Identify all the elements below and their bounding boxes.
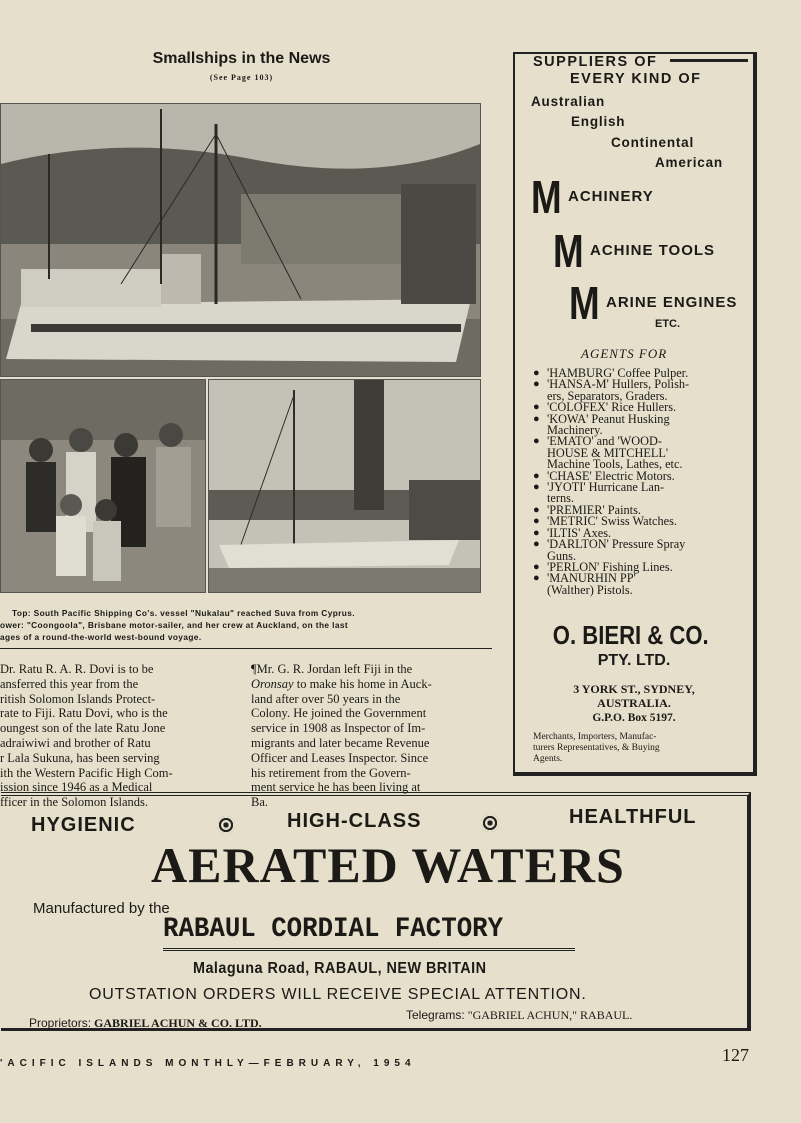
bullet: ● [533,481,540,494]
word-healthful: HEALTHFUL [569,806,697,828]
headline-aerated-waters: AERATED WATERS [151,837,625,893]
address-line-1: 3 YORK ST., SYDNEY, [573,682,695,696]
product-item: ● 'DARLTON' Pressure Spray Guns. [533,537,686,563]
word-high-class: HIGH-CLASS [287,810,422,832]
outstation-orders: OUTSTATION ORDERS WILL RECEIVE SPECIAL ATTENTION. [89,986,587,1003]
text-line: migrants and later became Revenue [251,735,430,750]
product-item: ● 'KOWA' Peanut Husking Machinery. [533,411,670,438]
address-line-2: AUSTRALIA. [597,696,671,710]
bullet: ● [533,401,540,414]
country-english: English [571,114,626,129]
photo-caption [0,607,495,643]
factory-rule [163,948,575,951]
bullet: ● [533,560,540,573]
suppliers-rule [670,59,748,62]
article-subtitle: (See Page 103) [209,73,274,82]
bieri-advertisement [513,52,757,776]
text-line: ansferred this year from the [0,676,139,691]
boat-illustration [209,380,480,592]
merchants-text [533,732,738,765]
footer-masthead: 'ACIFIC ISLANDS MONTHLY—FEBRUARY, 1954 [0,1058,416,1069]
product-item: ● 'HAMBURG' Coffee Pulper. [533,366,689,380]
product-item: ● 'CHASE' Electric Motors. [533,468,675,483]
manufactured-by: Manufactured by the [33,900,170,917]
m-letter-marine-engines: M [569,277,600,329]
product-item: ● 'MANURHIN PP' (Walther) Pistols. [533,571,636,597]
bullet: ● [533,538,540,551]
text-line: Colony. He joined the Government [251,706,427,721]
caption-line: ages of a round-the-world west-bound voyage. [0,632,202,642]
merch-line: turers Representatives, & Buying [533,743,660,753]
suppliers-line-2: EVERY KIND OF [570,71,702,87]
text-line: adraiwiwi and brother of Ratu [0,735,151,750]
text-line: fficer in the Solomon Islands. [0,795,149,810]
caption-rule [0,648,492,649]
bullet: ● [533,378,540,391]
bullet: ● [533,469,540,482]
target-icon [217,816,235,834]
text-line: ¶Mr. G. R. Jordan left Fiji in the [251,662,413,676]
text-line: land after over 50 years in the [251,691,401,706]
product-item: ● 'HANSA-M' Hullers, Polish- ers, Separators, Graders. [533,377,690,403]
text-line: ritish Solomon Islands Protect- [0,691,156,706]
m-word-machine-tools: ACHINE TOOLS [590,242,716,259]
boat-photo-coongoola [208,379,481,593]
gpo-box: G.P.O. Box 5197. [592,712,676,724]
proprietors-line [29,1016,262,1031]
text-line: Ba. [251,795,269,810]
page-number: 127 [722,1045,749,1065]
news-item-dovi [0,662,230,810]
bullet: ● [533,367,540,379]
telegrams-label: Telegrams: [406,1008,465,1022]
country-australian: Australian [531,94,606,109]
caption-line: ower: "Coongoola", Brisbane motor-sailer, and her crew at Auckland, on the last [0,620,349,630]
suppliers-line-1: SUPPLIERS OF [533,54,658,70]
crew-photo-coongoola [0,379,206,593]
etc-label: ETC. [655,318,681,330]
product-item: ● 'EMATO' and 'WOOD- HOUSE & MITCHELL' Machine Tools, Lathes, etc. [533,434,683,472]
product-item: ● 'PREMIER' Paints. [533,502,641,517]
factory-name: RABAUL CORDIAL FACTORY [163,914,504,945]
text-line: his retirement from the Govern- [251,765,411,780]
merch-line: Agents. [533,754,563,764]
text-line: Dr. Ratu R. A. R. Dovi is to be [0,662,154,676]
caption-line: Top: South Pacific Shipping Co's. vessel "Nukalau" reached Suva from Cyprus. [12,608,355,618]
bullet: ● [533,526,540,539]
bullet: ● [533,412,540,425]
text-line: Officer and Leases Inspector. Since [251,750,429,765]
bullet: ● [533,572,540,585]
word-hygienic: HYGIENIC [31,814,136,836]
product-item: ● 'METRIC' Swiss Watches. [533,514,677,529]
product-item: ● 'COLOFEX' Rice Hullers. [533,400,677,415]
factory-address: Malaguna Road, RABAUL, NEW BRITAIN [193,960,487,977]
text-line: ission since 1946 as a Medical [0,780,153,795]
telegrams-address: "GABRIEL ACHUN," RABAUL. [467,1008,633,1022]
text-line: service in 1908 as Inspector of Im- [251,721,426,736]
company-pty: PTY. LTD. [597,652,671,669]
merch-line: Merchants, Importers, Manufac- [533,732,657,742]
proprietors-label: Proprietors: [29,1016,92,1030]
product-item: ● 'PERLON' Fishing Lines. [533,559,673,574]
text-line: rate to Fiji. Ratu Dovi, who is the [0,706,168,721]
ship-name: Oronsay [251,676,294,691]
m-letter-machine-tools: M [553,225,584,277]
product-list [533,368,733,596]
proprietors-name: GABRIEL ACHUN & CO. LTD. [94,1016,262,1030]
rabaul-cordial-advertisement [1,792,751,1031]
news-item-jordan [251,662,493,810]
text-line: oungest son of the late Ratu Jone [0,721,166,736]
product-item: ● 'ILTIS' Axes. [533,525,612,540]
text-line: r Lala Sukuna, has been serving [0,750,160,765]
m-word-machinery: ACHINERY [568,188,654,205]
text-line: ment service he has been living at [251,780,421,795]
country-american: American [655,155,723,170]
bullet: ● [533,515,540,528]
company-name: O. BIERI & CO. [552,620,709,650]
ship-illustration [1,104,480,376]
text-line: ith the Western Pacific High Com- [0,765,173,780]
country-continental: Continental [611,135,695,150]
m-word-marine-engines: ARINE ENGINES [606,294,738,311]
m-letter-machinery: M [531,171,562,223]
telegrams-line [406,1008,632,1023]
bullet: ● [533,503,540,516]
article-title: Smallships in the News [152,50,331,67]
product-item: ● 'JYOTI' Hurricane Lan- terns. [533,480,665,506]
ship-photo-nukalau [0,103,481,377]
text-line: Oronsay to make his home in Auck- [251,676,432,691]
target-icon [481,814,499,832]
bullet: ● [533,435,540,448]
crew-illustration [1,380,205,592]
agents-for-heading: AGENTS FOR [581,346,668,361]
